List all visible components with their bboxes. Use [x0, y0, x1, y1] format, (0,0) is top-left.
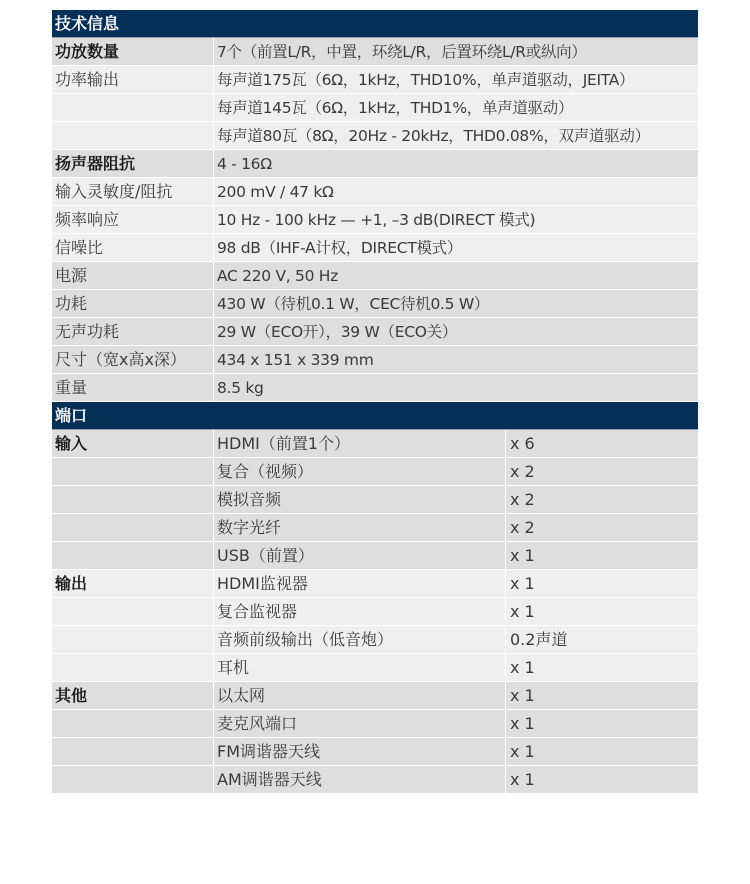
port-row [52, 766, 698, 794]
spec-row [52, 94, 698, 122]
spec-label: 功率输出 [52, 66, 214, 93]
port-count: x 1 [510, 546, 535, 565]
spec-label: 频率响应 [52, 206, 214, 233]
port-count: x 1 [510, 602, 535, 621]
port-count: x 1 [510, 574, 535, 593]
port-row [52, 430, 698, 458]
port-name: HDMI监视器 [214, 570, 506, 597]
port-group-label [52, 598, 214, 625]
spec-label: 信噪比 [52, 234, 214, 261]
spec-label [52, 122, 214, 149]
port-name: 音频前级输出（低音炮） [214, 626, 506, 653]
port-group-label [52, 626, 214, 653]
spec-table [52, 38, 698, 402]
spec-value: 10 Hz - 100 kHz — +1, –3 dB(DIRECT 模式) [217, 211, 536, 229]
port-count: x 1 [510, 742, 535, 761]
port-name: 复合（视频） [214, 458, 506, 485]
section-header-ports: 端口 [52, 402, 698, 430]
spec-label: 电源 [52, 262, 214, 289]
port-group-label [52, 514, 214, 541]
port-row [52, 542, 698, 570]
port-count: x 2 [510, 490, 535, 509]
port-name: 复合监视器 [214, 598, 506, 625]
port-name: 数字光纤 [214, 514, 506, 541]
port-row [52, 738, 698, 766]
spec-row [52, 66, 698, 94]
spec-value: AC 220 V, 50 Hz [217, 267, 338, 285]
spec-label: 功放数量 [52, 38, 214, 65]
port-group-label [52, 738, 214, 765]
port-group-label [52, 486, 214, 513]
spec-value: 98 dB（IHF-A计权，DIRECT模式） [217, 239, 463, 257]
spec-row [52, 262, 698, 290]
spec-row [52, 150, 698, 178]
spec-label: 功耗 [52, 290, 214, 317]
port-row [52, 654, 698, 682]
spec-row [52, 318, 698, 346]
port-row [52, 626, 698, 654]
section-header-specs: 技术信息 [52, 10, 698, 38]
port-row [52, 570, 698, 598]
spec-value: 29 W（ECO开），39 W（ECO关） [217, 323, 458, 341]
port-group-label [52, 542, 214, 569]
port-row [52, 458, 698, 486]
port-count: x 2 [510, 518, 535, 537]
spec-value: 200 mV / 47 kΩ [217, 183, 334, 201]
spec-label [52, 94, 214, 121]
port-name: 以太网 [214, 682, 506, 709]
port-count: x 1 [510, 770, 535, 789]
spec-value: 7个（前置L/R，中置，环绕L/R，后置环绕L/R或纵向） [217, 43, 587, 61]
spec-row [52, 290, 698, 318]
port-count: x 1 [510, 686, 535, 705]
port-count: x 1 [510, 658, 535, 677]
port-group-label [52, 710, 214, 737]
port-count: x 1 [510, 714, 535, 733]
spec-label: 重量 [52, 374, 214, 401]
port-count: x 6 [510, 434, 535, 453]
spec-value: 434 x 151 x 339 mm [217, 351, 374, 369]
port-row [52, 598, 698, 626]
port-name: 麦克风端口 [214, 710, 506, 737]
port-name: 耳机 [214, 654, 506, 681]
port-name: USB（前置） [214, 542, 506, 569]
spec-value: 每声道145瓦（6Ω，1kHz，THD1%，单声道驱动） [217, 99, 574, 117]
ports-table [52, 430, 698, 794]
port-group-label [52, 654, 214, 681]
port-group-label: 其他 [52, 682, 214, 709]
port-name: AM调谐器天线 [214, 766, 506, 793]
port-row [52, 514, 698, 542]
port-group-label [52, 766, 214, 793]
spec-label: 无声功耗 [52, 318, 214, 345]
spec-sheet [52, 10, 698, 794]
port-row [52, 710, 698, 738]
spec-row [52, 178, 698, 206]
port-row [52, 682, 698, 710]
port-name: 模拟音频 [214, 486, 506, 513]
port-name: FM调谐器天线 [214, 738, 506, 765]
port-count: 0.2声道 [510, 630, 568, 649]
spec-row [52, 374, 698, 402]
spec-row [52, 38, 698, 66]
spec-value: 4 - 16Ω [217, 155, 272, 173]
spec-label: 输入灵敏度/阻抗 [52, 178, 214, 205]
spec-row [52, 122, 698, 150]
spec-label: 扬声器阻抗 [52, 150, 214, 177]
port-group-label [52, 458, 214, 485]
port-count: x 2 [510, 462, 535, 481]
spec-row [52, 206, 698, 234]
port-name: HDMI（前置1个） [214, 430, 506, 457]
spec-value: 每声道80瓦（8Ω，20Hz - 20kHz，THD0.08%，双声道驱动） [217, 127, 650, 145]
spec-value: 430 W（待机0.1 W，CEC待机0.5 W） [217, 295, 490, 313]
spec-label: 尺寸（宽x高x深） [52, 346, 214, 373]
port-row [52, 486, 698, 514]
spec-value: 8.5 kg [217, 379, 264, 397]
spec-value: 每声道175瓦（6Ω，1kHz，THD10%，单声道驱动，JEITA） [217, 71, 635, 89]
spec-row [52, 234, 698, 262]
port-group-label: 输出 [52, 570, 214, 597]
spec-row [52, 346, 698, 374]
port-group-label: 输入 [52, 430, 214, 457]
